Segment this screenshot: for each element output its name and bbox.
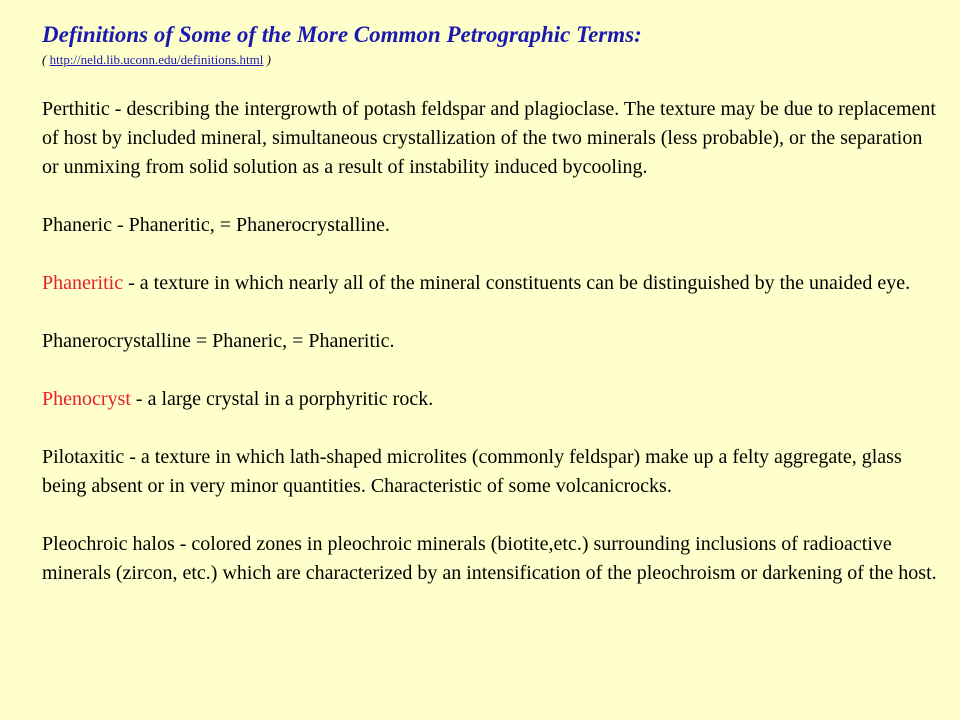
- definition-text: a large crystal in a porphyritic rock.: [147, 388, 434, 410]
- term-phaneric: Phaneric - Phaneritic: [42, 214, 210, 236]
- slide-title: Definitions of Some of the More Common Petrographic Terms:: [42, 22, 642, 47]
- definition-phenocryst: [42, 385, 942, 414]
- definition-perthitic: [42, 95, 942, 182]
- term-pilotaxitic: Pilotaxitic: [42, 446, 125, 468]
- source-line: [42, 52, 942, 68]
- term-phanerocrystalline: Phanerocrystalline: [42, 330, 191, 352]
- definition-separator: ,: [209, 214, 220, 236]
- definition-separator: -: [109, 98, 127, 120]
- definition-pilotaxitic: [42, 443, 942, 501]
- definition-pleochroic-halos: [42, 530, 942, 588]
- definition-text: = Phaneric, = Phaneritic.: [195, 330, 395, 352]
- definition-separator: -: [130, 388, 148, 410]
- source-open-paren: (: [42, 52, 50, 67]
- term-phaneritic: Phaneritic: [42, 272, 124, 294]
- term-perthitic: Perthitic: [42, 98, 110, 120]
- definition-text: = Phanerocrystalline.: [219, 214, 390, 236]
- definition-separator: -: [124, 446, 141, 468]
- definition-text: describing the intergrowth of potash feldspar and plagioclase. The texture may be due to replacement of host by included mineral, simultaneous crystallization of the two minerals (less probable), or the separation or unmixing from solid solution as a result of instability induced bycooling.: [42, 98, 936, 178]
- definition-phanerocrystalline: [42, 327, 942, 356]
- definition-phaneric: [42, 211, 942, 240]
- slide-content: [42, 20, 942, 588]
- definition-phaneritic: [42, 269, 942, 298]
- definition-text: a texture in which nearly all of the mineral constituents can be distinguished by the unaided eye.: [139, 272, 911, 294]
- definition-text: a texture in which lath-shaped microlites (commonly feldspar) make up a felty aggregate, glass being absent or in very minor quantities. Characteristic of some volcanicrocks.: [42, 446, 902, 497]
- definitions-list: [42, 95, 942, 588]
- source-close-paren: ): [263, 52, 271, 67]
- definition-text: colored zones in pleochroic minerals (biotite,etc.) surrounding inclusions of radioactive minerals (zircon, etc.) which are characterized by an intensification of the pleochroism or darkening of the host.: [42, 533, 937, 584]
- term-pleochroic-halos: Pleochroic halos: [42, 533, 175, 555]
- source-link[interactable]: http://neld.lib.uconn.edu/definitions.html: [49, 52, 264, 67]
- definition-separator: -: [174, 533, 192, 555]
- term-phenocryst: Phenocryst: [42, 388, 131, 410]
- definition-separator: -: [123, 272, 140, 294]
